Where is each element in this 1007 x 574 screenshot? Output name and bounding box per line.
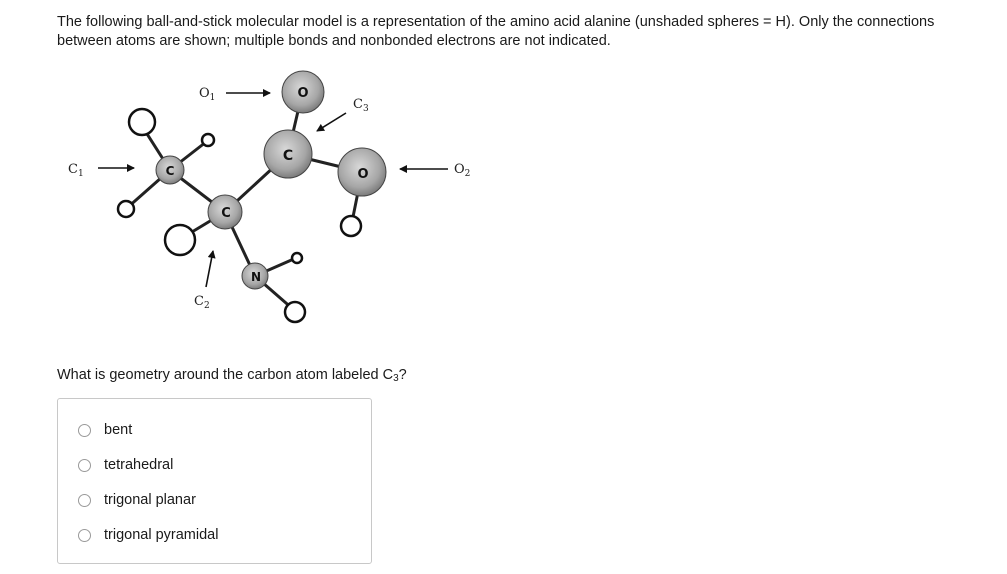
question-text: What is geometry around the carbon atom labeled $C_3$? (57, 367, 407, 384)
arrow-c3 (317, 113, 346, 131)
svg-text:C: C (221, 206, 231, 221)
svg-text:O: O (297, 86, 309, 101)
carbon-atom-c2 (208, 195, 242, 229)
hydrogen-atom (165, 225, 195, 255)
label-c2: $C_2$ (194, 294, 210, 311)
svg-text:N: N (250, 270, 262, 284)
option-trigonal-planar[interactable] (78, 489, 196, 511)
option-trigonal-pyramidal[interactable] (78, 524, 218, 546)
hydrogen-atom (285, 302, 305, 322)
hydrogen-atom (202, 134, 214, 146)
option-label: trigonal planar (104, 492, 196, 508)
answer-options (57, 398, 372, 564)
radio-button[interactable] (78, 529, 91, 542)
carbon-atom-c1 (156, 156, 184, 184)
radio-button[interactable] (78, 424, 91, 437)
oxygen-atom-o2 (338, 148, 386, 196)
label-c3: $C_3$ (353, 97, 369, 114)
arrow-c2 (206, 251, 213, 287)
svg-text:C: C (282, 148, 294, 164)
radio-button[interactable] (78, 459, 91, 472)
label-o2: $O_2$ (454, 162, 471, 179)
option-bent[interactable] (78, 419, 132, 441)
alanine-ball-and-stick-figure (57, 62, 497, 332)
svg-text:C: C (165, 164, 175, 178)
radio-button[interactable] (78, 494, 91, 507)
svg-text:O: O (357, 167, 369, 182)
oxygen-atom-o1 (282, 71, 324, 113)
option-label: tetrahedral (104, 457, 174, 473)
hydrogen-atom (292, 253, 302, 263)
option-label: bent (104, 422, 133, 438)
option-tetrahedral[interactable] (78, 454, 173, 476)
carbon-atom-c3 (264, 130, 312, 178)
label-o1: $O_1$ (199, 86, 216, 103)
hydrogen-atom (129, 109, 155, 135)
label-c1: $C_1$ (68, 162, 84, 179)
hydrogen-atom (118, 201, 134, 217)
option-label: trigonal pyramidal (104, 527, 219, 543)
question-intro-text: The following ball-and-stick molecular model is a representation of the amino acid alanine (unshaded spheres = H). Only the connections between atoms are shown; multiple bonds and nonbonded electrons are not indicated. (57, 14, 935, 49)
nitrogen-atom (242, 263, 268, 289)
hydrogen-atom (341, 216, 361, 236)
